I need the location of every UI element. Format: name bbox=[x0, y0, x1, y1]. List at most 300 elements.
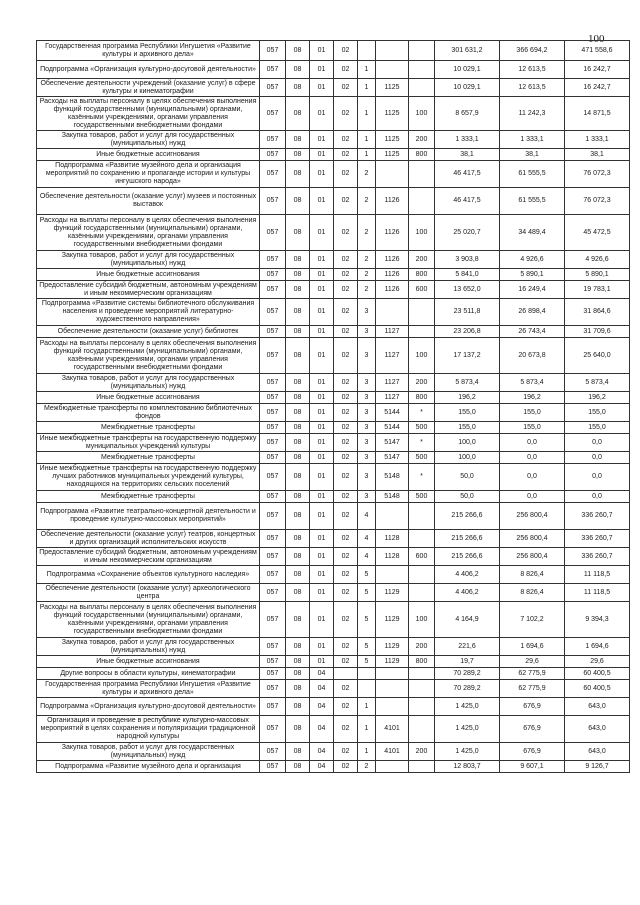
table-row bbox=[37, 41, 630, 61]
row-name: Предоставление субсидий бюджетным, автономным учреждениям и иным некоммерческим организациям bbox=[37, 548, 260, 566]
cell-direction bbox=[376, 299, 409, 326]
row-name: Расходы на выплаты персоналу в целях обеспечения выполнения функций государственными (муниципальными) органами, казёнными учреждениями, органами управления государственными внебюджетными фондами bbox=[37, 338, 260, 374]
cell-expense-type bbox=[409, 79, 435, 97]
cell-direction bbox=[376, 41, 409, 61]
cell-grbs: 057 bbox=[260, 698, 286, 716]
cell-amount-3: 4 926,6 bbox=[565, 251, 630, 269]
cell-direction: 1129 bbox=[376, 584, 409, 602]
row-name: Подпрограмма «Развитие театрально-концертной деятельности и проведение культурно-массовых мероприятий» bbox=[37, 503, 260, 530]
table-row bbox=[37, 251, 630, 269]
row-name: Межбюджетные трансферты по комплектованию библиотечных фондов bbox=[37, 404, 260, 422]
cell-program: 02 bbox=[334, 584, 358, 602]
cell-subprogram: 5 bbox=[358, 584, 376, 602]
cell-expense-type bbox=[409, 698, 435, 716]
cell-razdel: 08 bbox=[286, 464, 310, 491]
cell-amount-3: 11 118,5 bbox=[565, 584, 630, 602]
cell-amount-2: 256 800,4 bbox=[500, 530, 565, 548]
cell-podrazdel: 04 bbox=[310, 761, 334, 773]
cell-razdel: 08 bbox=[286, 668, 310, 680]
cell-expense-type: 800 bbox=[409, 149, 435, 161]
row-name: Закупка товаров, работ и услуг для государственных (муниципальных) нужд bbox=[37, 374, 260, 392]
table-row bbox=[37, 404, 630, 422]
cell-subprogram: 1 bbox=[358, 97, 376, 131]
cell-program: 02 bbox=[334, 97, 358, 131]
cell-program: 02 bbox=[334, 392, 358, 404]
row-name: Расходы на выплаты персоналу в целях обеспечения выполнения функций государственными (муниципальными) органами, казёнными учреждениями, органами управления государственными внебюджетными фондами bbox=[37, 215, 260, 251]
cell-podrazdel: 04 bbox=[310, 698, 334, 716]
table-row bbox=[37, 743, 630, 761]
cell-grbs: 057 bbox=[260, 584, 286, 602]
table-row bbox=[37, 452, 630, 464]
row-name: Организация и проведение в республике культурно-массовых мероприятий в целях сохранения и популяризации традиционной народной культуры bbox=[37, 716, 260, 743]
cell-amount-1: 46 417,5 bbox=[435, 161, 500, 188]
cell-amount-3: 5 873,4 bbox=[565, 374, 630, 392]
cell-grbs: 057 bbox=[260, 638, 286, 656]
cell-amount-2: 4 926,6 bbox=[500, 251, 565, 269]
cell-amount-2: 20 673,8 bbox=[500, 338, 565, 374]
cell-direction: 1127 bbox=[376, 326, 409, 338]
cell-podrazdel: 04 bbox=[310, 680, 334, 698]
cell-subprogram: 2 bbox=[358, 188, 376, 215]
cell-podrazdel: 01 bbox=[310, 61, 334, 79]
cell-razdel: 08 bbox=[286, 716, 310, 743]
cell-amount-1: 4 406,2 bbox=[435, 584, 500, 602]
cell-grbs: 057 bbox=[260, 161, 286, 188]
cell-direction: 1125 bbox=[376, 97, 409, 131]
cell-subprogram bbox=[358, 41, 376, 61]
cell-amount-1: 196,2 bbox=[435, 392, 500, 404]
cell-amount-2: 11 242,3 bbox=[500, 97, 565, 131]
cell-podrazdel: 01 bbox=[310, 491, 334, 503]
cell-amount-3: 9 126,7 bbox=[565, 761, 630, 773]
cell-amount-1: 19,7 bbox=[435, 656, 500, 668]
row-name: Обеспечение деятельности учреждений (оказание услуг) в сфере культуры и кинематографии bbox=[37, 79, 260, 97]
table-row bbox=[37, 680, 630, 698]
row-name: Подпрограмма «Развитие музейного дела и организация мероприятий по сохранению и пропаганде истории и культуры ингушского народа» bbox=[37, 161, 260, 188]
cell-subprogram: 3 bbox=[358, 338, 376, 374]
cell-podrazdel: 04 bbox=[310, 743, 334, 761]
cell-expense-type: 200 bbox=[409, 131, 435, 149]
cell-program: 02 bbox=[334, 299, 358, 326]
cell-amount-1: 17 137,2 bbox=[435, 338, 500, 374]
cell-amount-1: 23 206,8 bbox=[435, 326, 500, 338]
cell-grbs: 057 bbox=[260, 251, 286, 269]
table-row bbox=[37, 422, 630, 434]
cell-grbs: 057 bbox=[260, 491, 286, 503]
cell-grbs: 057 bbox=[260, 503, 286, 530]
cell-podrazdel: 01 bbox=[310, 602, 334, 638]
cell-program: 02 bbox=[334, 503, 358, 530]
cell-direction: 1125 bbox=[376, 149, 409, 161]
table-row bbox=[37, 716, 630, 743]
cell-amount-1: 5 841,0 bbox=[435, 269, 500, 281]
cell-amount-2: 155,0 bbox=[500, 422, 565, 434]
cell-razdel: 08 bbox=[286, 698, 310, 716]
cell-amount-2: 0,0 bbox=[500, 452, 565, 464]
cell-amount-1: 215 266,6 bbox=[435, 548, 500, 566]
row-name: Закупка товаров, работ и услуг для государственных (муниципальных) нужд bbox=[37, 638, 260, 656]
row-name: Межбюджетные трансферты bbox=[37, 422, 260, 434]
cell-amount-3: 155,0 bbox=[565, 422, 630, 434]
cell-direction: 1128 bbox=[376, 548, 409, 566]
cell-amount-3: 196,2 bbox=[565, 392, 630, 404]
cell-direction: 1127 bbox=[376, 338, 409, 374]
cell-grbs: 057 bbox=[260, 743, 286, 761]
cell-amount-1: 1 425,0 bbox=[435, 716, 500, 743]
cell-direction bbox=[376, 668, 409, 680]
cell-program: 02 bbox=[334, 491, 358, 503]
cell-program: 02 bbox=[334, 434, 358, 452]
cell-direction bbox=[376, 566, 409, 584]
cell-subprogram: 3 bbox=[358, 491, 376, 503]
cell-razdel: 08 bbox=[286, 188, 310, 215]
cell-grbs: 057 bbox=[260, 374, 286, 392]
cell-amount-2: 8 826,4 bbox=[500, 584, 565, 602]
cell-direction bbox=[376, 161, 409, 188]
cell-program: 02 bbox=[334, 452, 358, 464]
cell-program: 02 bbox=[334, 79, 358, 97]
table-row bbox=[37, 566, 630, 584]
cell-expense-type: 500 bbox=[409, 422, 435, 434]
cell-amount-1: 46 417,5 bbox=[435, 188, 500, 215]
table-row bbox=[37, 161, 630, 188]
cell-amount-2: 5 873,4 bbox=[500, 374, 565, 392]
cell-amount-1: 8 657,9 bbox=[435, 97, 500, 131]
cell-expense-type: 200 bbox=[409, 638, 435, 656]
table-row bbox=[37, 668, 630, 680]
cell-amount-2: 61 555,5 bbox=[500, 161, 565, 188]
table-row bbox=[37, 584, 630, 602]
cell-amount-3: 45 472,5 bbox=[565, 215, 630, 251]
cell-amount-2: 16 249,4 bbox=[500, 281, 565, 299]
cell-expense-type: 200 bbox=[409, 743, 435, 761]
cell-subprogram: 4 bbox=[358, 530, 376, 548]
row-name: Другие вопросы в области культуры, кинематографии bbox=[37, 668, 260, 680]
cell-program: 02 bbox=[334, 281, 358, 299]
cell-subprogram: 3 bbox=[358, 434, 376, 452]
cell-razdel: 08 bbox=[286, 503, 310, 530]
cell-direction: 4101 bbox=[376, 716, 409, 743]
cell-subprogram: 1 bbox=[358, 79, 376, 97]
cell-podrazdel: 01 bbox=[310, 530, 334, 548]
cell-direction: 5147 bbox=[376, 434, 409, 452]
cell-podrazdel: 04 bbox=[310, 716, 334, 743]
cell-podrazdel: 04 bbox=[310, 668, 334, 680]
cell-program: 02 bbox=[334, 251, 358, 269]
cell-amount-2: 1 694,6 bbox=[500, 638, 565, 656]
cell-grbs: 057 bbox=[260, 530, 286, 548]
cell-direction: 1125 bbox=[376, 79, 409, 97]
cell-amount-3: 643,0 bbox=[565, 743, 630, 761]
cell-program: 02 bbox=[334, 338, 358, 374]
table-row bbox=[37, 656, 630, 668]
budget-table bbox=[36, 40, 630, 773]
cell-subprogram: 2 bbox=[358, 161, 376, 188]
cell-direction: 1125 bbox=[376, 131, 409, 149]
table-row bbox=[37, 698, 630, 716]
cell-direction: 5148 bbox=[376, 491, 409, 503]
cell-amount-3: 25 640,0 bbox=[565, 338, 630, 374]
cell-podrazdel: 01 bbox=[310, 161, 334, 188]
row-name: Обеспечение деятельности (оказание услуг) библиотек bbox=[37, 326, 260, 338]
cell-amount-1: 100,0 bbox=[435, 452, 500, 464]
table-row bbox=[37, 281, 630, 299]
cell-amount-3: 16 242,7 bbox=[565, 79, 630, 97]
cell-expense-type: * bbox=[409, 404, 435, 422]
cell-grbs: 057 bbox=[260, 602, 286, 638]
cell-subprogram: 4 bbox=[358, 548, 376, 566]
cell-program: 02 bbox=[334, 61, 358, 79]
cell-expense-type bbox=[409, 503, 435, 530]
table-row bbox=[37, 434, 630, 452]
cell-grbs: 057 bbox=[260, 79, 286, 97]
cell-expense-type: 100 bbox=[409, 338, 435, 374]
cell-podrazdel: 01 bbox=[310, 464, 334, 491]
row-name: Подпрограмма «Развитие системы библиотечного обслуживания населения и проведение мероприятий литературно-художественного направления» bbox=[37, 299, 260, 326]
cell-amount-3: 19 783,1 bbox=[565, 281, 630, 299]
cell-amount-2: 676,9 bbox=[500, 698, 565, 716]
cell-amount-1: 3 903,8 bbox=[435, 251, 500, 269]
table-row bbox=[37, 61, 630, 79]
cell-direction bbox=[376, 698, 409, 716]
row-name: Иные бюджетные ассигнования bbox=[37, 656, 260, 668]
cell-razdel: 08 bbox=[286, 530, 310, 548]
cell-amount-2: 0,0 bbox=[500, 464, 565, 491]
cell-razdel: 08 bbox=[286, 251, 310, 269]
cell-amount-2: 1 333,1 bbox=[500, 131, 565, 149]
cell-grbs: 057 bbox=[260, 97, 286, 131]
cell-expense-type: 800 bbox=[409, 269, 435, 281]
row-name: Государственная программа Республики Ингушетия «Развитие культуры и архивного дела» bbox=[37, 41, 260, 61]
cell-podrazdel: 01 bbox=[310, 251, 334, 269]
cell-amount-2: 7 102,2 bbox=[500, 602, 565, 638]
cell-grbs: 057 bbox=[260, 392, 286, 404]
cell-podrazdel: 01 bbox=[310, 299, 334, 326]
row-name: Обеспечение деятельности (оказание услуг) археологического центра bbox=[37, 584, 260, 602]
cell-amount-3: 76 072,3 bbox=[565, 161, 630, 188]
cell-razdel: 08 bbox=[286, 97, 310, 131]
cell-amount-3: 155,0 bbox=[565, 404, 630, 422]
cell-amount-2: 0,0 bbox=[500, 434, 565, 452]
cell-subprogram: 1 bbox=[358, 743, 376, 761]
cell-expense-type bbox=[409, 584, 435, 602]
cell-podrazdel: 01 bbox=[310, 149, 334, 161]
cell-amount-2: 29,6 bbox=[500, 656, 565, 668]
cell-direction: 1126 bbox=[376, 188, 409, 215]
cell-razdel: 08 bbox=[286, 638, 310, 656]
cell-razdel: 08 bbox=[286, 656, 310, 668]
cell-expense-type: 800 bbox=[409, 656, 435, 668]
cell-subprogram: 3 bbox=[358, 404, 376, 422]
cell-direction: 1126 bbox=[376, 215, 409, 251]
cell-amount-3: 0,0 bbox=[565, 491, 630, 503]
cell-podrazdel: 01 bbox=[310, 404, 334, 422]
cell-grbs: 057 bbox=[260, 464, 286, 491]
cell-expense-type: 100 bbox=[409, 602, 435, 638]
cell-program: 02 bbox=[334, 404, 358, 422]
cell-subprogram: 3 bbox=[358, 464, 376, 491]
cell-direction: 1126 bbox=[376, 281, 409, 299]
cell-program: 02 bbox=[334, 698, 358, 716]
cell-podrazdel: 01 bbox=[310, 392, 334, 404]
cell-grbs: 057 bbox=[260, 422, 286, 434]
cell-program: 02 bbox=[334, 743, 358, 761]
cell-subprogram: 1 bbox=[358, 698, 376, 716]
cell-direction: 1126 bbox=[376, 251, 409, 269]
cell-expense-type bbox=[409, 566, 435, 584]
cell-razdel: 08 bbox=[286, 392, 310, 404]
cell-direction: 1129 bbox=[376, 602, 409, 638]
cell-podrazdel: 01 bbox=[310, 374, 334, 392]
table-row bbox=[37, 602, 630, 638]
cell-program: 02 bbox=[334, 530, 358, 548]
cell-razdel: 08 bbox=[286, 422, 310, 434]
row-name: Межбюджетные трансферты bbox=[37, 491, 260, 503]
cell-amount-3: 16 242,7 bbox=[565, 61, 630, 79]
cell-grbs: 057 bbox=[260, 716, 286, 743]
cell-razdel: 08 bbox=[286, 548, 310, 566]
cell-subprogram: 1 bbox=[358, 61, 376, 79]
cell-podrazdel: 01 bbox=[310, 548, 334, 566]
cell-razdel: 08 bbox=[286, 41, 310, 61]
row-name: Государственная программа Республики Ингушетия «Развитие культуры и архивного дела» bbox=[37, 680, 260, 698]
cell-expense-type: 200 bbox=[409, 374, 435, 392]
cell-program bbox=[334, 668, 358, 680]
cell-razdel: 08 bbox=[286, 215, 310, 251]
cell-program: 02 bbox=[334, 188, 358, 215]
cell-amount-1: 1 425,0 bbox=[435, 698, 500, 716]
table-row bbox=[37, 79, 630, 97]
cell-program: 02 bbox=[334, 680, 358, 698]
cell-amount-2: 5 890,1 bbox=[500, 269, 565, 281]
cell-amount-2: 8 826,4 bbox=[500, 566, 565, 584]
cell-amount-3: 0,0 bbox=[565, 434, 630, 452]
table-row bbox=[37, 215, 630, 251]
cell-direction: 1126 bbox=[376, 269, 409, 281]
cell-amount-1: 4 406,2 bbox=[435, 566, 500, 584]
cell-expense-type bbox=[409, 326, 435, 338]
cell-amount-3: 60 400,5 bbox=[565, 668, 630, 680]
cell-amount-3: 9 394,3 bbox=[565, 602, 630, 638]
cell-expense-type: 800 bbox=[409, 392, 435, 404]
cell-program: 02 bbox=[334, 326, 358, 338]
cell-amount-2: 12 613,5 bbox=[500, 79, 565, 97]
cell-podrazdel: 01 bbox=[310, 215, 334, 251]
table-row bbox=[37, 188, 630, 215]
cell-amount-3: 76 072,3 bbox=[565, 188, 630, 215]
table-body bbox=[37, 41, 630, 773]
cell-expense-type: 100 bbox=[409, 97, 435, 131]
cell-direction: 5147 bbox=[376, 452, 409, 464]
cell-grbs: 057 bbox=[260, 188, 286, 215]
cell-amount-1: 1 425,0 bbox=[435, 743, 500, 761]
cell-amount-1: 70 289,2 bbox=[435, 680, 500, 698]
cell-amount-1: 25 020,7 bbox=[435, 215, 500, 251]
table-row bbox=[37, 299, 630, 326]
cell-amount-1: 70 289,2 bbox=[435, 668, 500, 680]
cell-direction: 1128 bbox=[376, 530, 409, 548]
cell-subprogram: 5 bbox=[358, 602, 376, 638]
cell-program: 02 bbox=[334, 602, 358, 638]
cell-program: 02 bbox=[334, 566, 358, 584]
cell-expense-type bbox=[409, 188, 435, 215]
cell-podrazdel: 01 bbox=[310, 326, 334, 338]
row-name: Обеспечение деятельности (оказание услуг) музеев и постоянных выставок bbox=[37, 188, 260, 215]
cell-amount-1: 155,0 bbox=[435, 422, 500, 434]
cell-expense-type bbox=[409, 761, 435, 773]
cell-subprogram: 2 bbox=[358, 269, 376, 281]
cell-direction: 1127 bbox=[376, 392, 409, 404]
cell-amount-2: 34 489,4 bbox=[500, 215, 565, 251]
cell-amount-2: 62 775,9 bbox=[500, 680, 565, 698]
cell-podrazdel: 01 bbox=[310, 656, 334, 668]
cell-amount-1: 301 631,2 bbox=[435, 41, 500, 61]
cell-program: 02 bbox=[334, 149, 358, 161]
cell-amount-3: 38,1 bbox=[565, 149, 630, 161]
cell-amount-1: 4 164,9 bbox=[435, 602, 500, 638]
cell-amount-2: 366 694,2 bbox=[500, 41, 565, 61]
row-name: Расходы на выплаты персоналу в целях обеспечения выполнения функций государственными (муниципальными) органами, казёнными учреждениями, органами управления государственными внебюджетными фондами bbox=[37, 602, 260, 638]
cell-podrazdel: 01 bbox=[310, 188, 334, 215]
cell-grbs: 057 bbox=[260, 566, 286, 584]
row-name: Закупка товаров, работ и услуг для государственных (муниципальных) нужд bbox=[37, 743, 260, 761]
cell-program: 02 bbox=[334, 548, 358, 566]
cell-razdel: 08 bbox=[286, 761, 310, 773]
cell-amount-2: 26 743,4 bbox=[500, 326, 565, 338]
cell-subprogram: 5 bbox=[358, 656, 376, 668]
cell-amount-3: 29,6 bbox=[565, 656, 630, 668]
cell-direction bbox=[376, 503, 409, 530]
cell-podrazdel: 01 bbox=[310, 638, 334, 656]
cell-amount-1: 10 029,1 bbox=[435, 61, 500, 79]
row-name: Межбюджетные трансферты bbox=[37, 452, 260, 464]
cell-razdel: 08 bbox=[286, 452, 310, 464]
cell-amount-1: 1 333,1 bbox=[435, 131, 500, 149]
cell-amount-2: 0,0 bbox=[500, 491, 565, 503]
row-name: Иные бюджетные ассигнования bbox=[37, 269, 260, 281]
cell-razdel: 08 bbox=[286, 584, 310, 602]
cell-subprogram: 5 bbox=[358, 638, 376, 656]
cell-amount-2: 26 898,4 bbox=[500, 299, 565, 326]
cell-expense-type: 600 bbox=[409, 281, 435, 299]
cell-grbs: 057 bbox=[260, 434, 286, 452]
row-name: Обеспечение деятельности (оказание услуг) театров, концертных и других организаций исполнительских искусств bbox=[37, 530, 260, 548]
cell-expense-type bbox=[409, 680, 435, 698]
cell-direction bbox=[376, 61, 409, 79]
cell-grbs: 057 bbox=[260, 61, 286, 79]
cell-subprogram: 3 bbox=[358, 422, 376, 434]
cell-amount-3: 60 400,5 bbox=[565, 680, 630, 698]
cell-razdel: 08 bbox=[286, 680, 310, 698]
cell-grbs: 057 bbox=[260, 326, 286, 338]
cell-expense-type: 500 bbox=[409, 491, 435, 503]
cell-subprogram: 5 bbox=[358, 566, 376, 584]
cell-amount-3: 1 333,1 bbox=[565, 131, 630, 149]
cell-expense-type bbox=[409, 530, 435, 548]
cell-program: 02 bbox=[334, 656, 358, 668]
cell-amount-3: 336 260,7 bbox=[565, 548, 630, 566]
row-name: Иные межбюджетные трансферты на государственную поддержку лучших работников муниципальных учреждений культуры, находящихся на территориях сельских поселений bbox=[37, 464, 260, 491]
table-row bbox=[37, 392, 630, 404]
cell-grbs: 057 bbox=[260, 761, 286, 773]
cell-amount-3: 31 709,6 bbox=[565, 326, 630, 338]
cell-amount-1: 215 266,6 bbox=[435, 530, 500, 548]
cell-amount-3: 336 260,7 bbox=[565, 503, 630, 530]
table-row bbox=[37, 269, 630, 281]
cell-grbs: 057 bbox=[260, 338, 286, 374]
row-name: Подпрограмма «Сохранение объектов культурного наследия» bbox=[37, 566, 260, 584]
cell-razdel: 08 bbox=[286, 374, 310, 392]
